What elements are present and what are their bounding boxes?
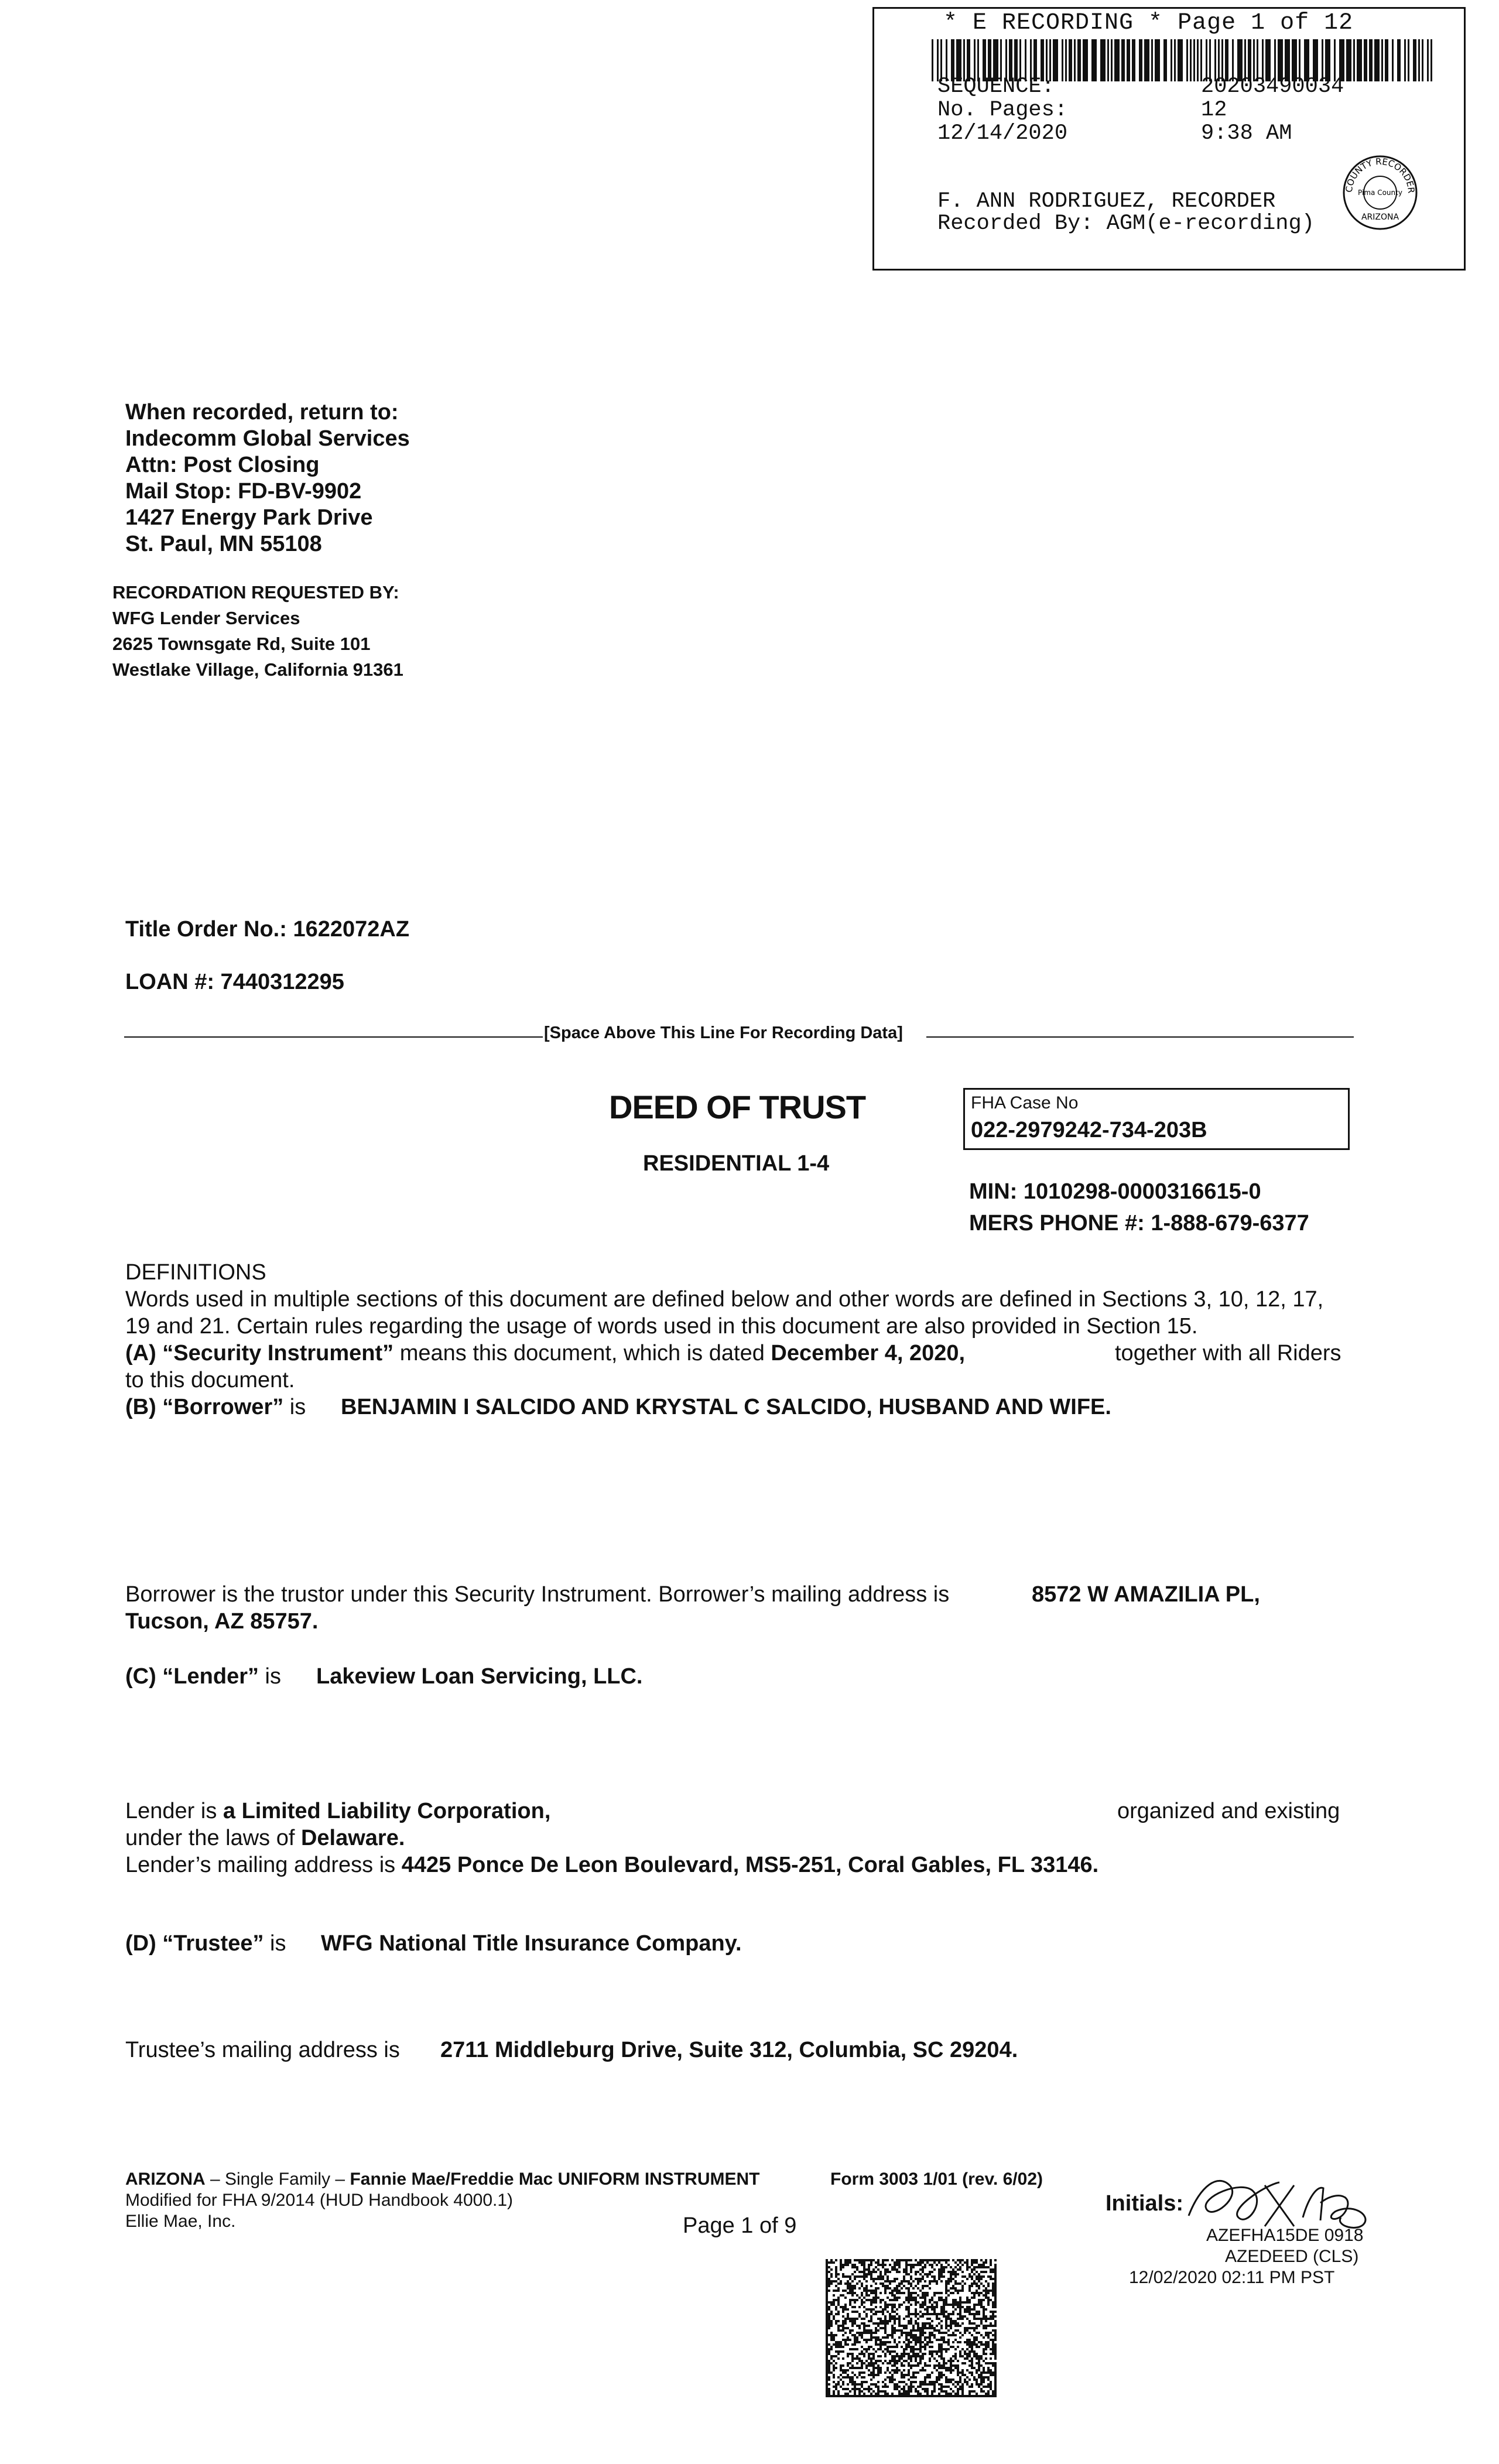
requested-by-block [112,580,403,683]
footer-instrument-line [125,2169,760,2190]
requested-by-line: Westlake Village, California 91361 [112,659,403,680]
definition-a-tail-2: to this document. [125,1368,295,1392]
seal-state-text: ARIZONA [1361,213,1399,222]
mers-phone: MERS PHONE #: 1-888-679-6377 [969,1211,1309,1236]
requested-by-line: 2625 Townsgate Rd, Suite 101 [112,634,371,654]
definition-d [125,1930,286,1957]
return-to-line: Indecomm Global Services [125,426,410,451]
recording-space-divider [124,1024,1354,1047]
2d-barcode-icon [826,2259,997,2397]
requested-by-line: RECORDATION REQUESTED BY: [112,582,399,603]
definitions-intro: 19 and 21. Certain rules regarding the usage of words used in this document are also provided in Section 15. [125,1314,1198,1339]
definition-a [125,1340,965,1367]
fha-case-label: FHA Case No [971,1093,1079,1113]
footer-form-code: AZEFHA15DE 0918 [1206,2226,1364,2245]
lender-address-line [125,1852,1098,1878]
seal-inner-text: Pima County [1358,189,1402,197]
document-title: DEED OF TRUST [609,1089,866,1125]
trustee-name: WFG National Title Insurance Company. [321,1931,742,1956]
recording-date: 12/14/2020 [937,121,1068,146]
definition-a-tail: together with all Riders [1115,1341,1341,1366]
min-number: MIN: 1010298-0000316615-0 [969,1179,1261,1204]
trustee-address: 2711 Middleburg Drive, Suite 312, Columbia, SC 29204. [440,2038,1018,2062]
return-to-line: Mail Stop: FD-BV-9902 [125,479,362,504]
return-to-block [125,399,410,557]
return-to-line: 1427 Energy Park Drive [125,505,373,530]
borrower-trustor-text: Borrower is the trustor under this Security Instrument. Borrower’s mailing address is [125,1582,950,1607]
recorded-by: Recorded By: AGM(e-recording) [937,211,1315,236]
trustee-address-label: Trustee’s mailing address is [125,2038,400,2062]
footer-modified: Modified for FHA 9/2014 (HUD Handbook 4000.1) [125,2191,514,2210]
definition-b-label: (B) “Borrower” [125,1395,284,1419]
return-to-line: When recorded, return to: [125,400,399,425]
recorder-name: F. ANN RODRIGUEZ, RECORDER [937,189,1276,214]
stamp-header: * E RECORDING * Page 1 of 12 [943,10,1354,36]
lender-laws: under the laws of [125,1826,301,1850]
footer-family: – Single Family – [205,2169,350,2189]
recording-time: 9:38 AM [1201,121,1292,146]
lender-type-line [125,1798,550,1825]
definitions-intro: Words used in multiple sections of this document are defined below and other words are defined in Sections 3, 10, 12, 17, [125,1287,1324,1312]
lender-type: a Limited Liability Corporation, [223,1799,551,1823]
lender-name: Lakeview Loan Servicing, LLC. [316,1664,643,1689]
title-order-number: Title Order No.: 1622072AZ [125,917,410,942]
footer-uniform: Fannie Mae/Freddie Mac UNIFORM INSTRUMENT [350,2169,760,2189]
seal-outer-text: COUNTY RECORDER [1343,156,1417,194]
definition-a-text: means this document, which is dated [393,1341,771,1366]
lender-laws-line [125,1825,405,1852]
space-line-text: [Space Above This Line For Recording Data] [544,1024,903,1042]
footer-state: ARIZONA [125,2169,206,2189]
footer-form-number: Form 3003 1/01 (rev. 6/02) [830,2169,1043,2189]
county-seal-icon [1341,154,1419,231]
definitions-heading: DEFINITIONS [125,1260,266,1285]
borrower-address-line2: Tucson, AZ 85757. [125,1609,319,1634]
fha-case-box [963,1088,1350,1150]
borrower-address-line1: 8572 W AMAZILIA PL, [1032,1582,1260,1607]
sequence-label: SEQUENCE: [937,74,1055,99]
lender-organized: organized and existing [1117,1799,1340,1823]
footer-timestamp: 12/02/2020 02:11 PM PST [1129,2268,1335,2287]
return-to-line: Attn: Post Closing [125,453,320,477]
definition-d-is: is [263,1931,286,1956]
definition-b-is: is [283,1395,306,1419]
lender-is: Lender is [125,1799,223,1823]
definition-d-label: (D) “Trustee” [125,1931,264,1956]
lender-address-label: Lender’s mailing address is [125,1853,402,1877]
sequence-value: 20203490034 [1201,74,1344,99]
lender-address: 4425 Ponce De Leon Boulevard, MS5-251, Coral Gables, FL 33146. [401,1853,1099,1877]
definition-c-is: is [259,1664,281,1689]
page-number: Page 1 of 9 [683,2213,797,2238]
footer-vendor: Ellie Mae, Inc. [125,2212,236,2231]
borrower-names: BENJAMIN I SALCIDO AND KRYSTAL C SALCIDO, HUSBAND AND WIFE. [341,1395,1111,1419]
security-instrument-date: December 4, 2020, [771,1341,966,1366]
definition-c [125,1663,281,1690]
document-subtitle: RESIDENTIAL 1-4 [643,1151,830,1176]
recording-stamp [872,7,1466,271]
footer-deed-code: AZEDEED (CLS) [1225,2247,1359,2266]
pages-label: No. Pages: [937,98,1068,122]
lender-state: Delaware. [300,1826,405,1850]
initials-label: Initials: [1106,2191,1184,2216]
definition-a-label: (A) “Security Instrument” [125,1341,394,1366]
fha-case-number: 022-2979242-734-203B [971,1118,1207,1142]
loan-number: LOAN #: 7440312295 [125,970,344,994]
definition-b [125,1394,306,1421]
return-to-line: St. Paul, MN 55108 [125,532,322,556]
pages-value: 12 [1201,98,1227,122]
requested-by-line: WFG Lender Services [112,608,300,628]
definition-c-label: (C) “Lender” [125,1664,259,1689]
